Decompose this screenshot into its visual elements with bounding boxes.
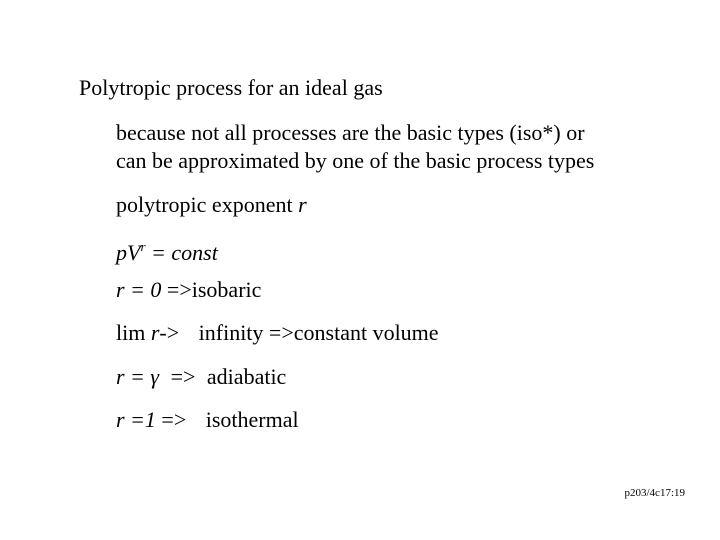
intro-line-2: can be approximated by one of the basic process types bbox=[116, 148, 595, 173]
case-isothermal-arrow: => bbox=[161, 407, 187, 432]
case-isothermal-lhs: r =1 bbox=[116, 407, 156, 432]
exponent-text: polytropic exponent bbox=[116, 192, 293, 217]
exponent-symbol: r bbox=[298, 192, 307, 217]
case-constant-volume bbox=[116, 318, 439, 348]
case-isothermal bbox=[116, 405, 299, 435]
slide-footer: p203/4c17:19 bbox=[624, 487, 685, 499]
case-adiabatic-arrow: => bbox=[170, 364, 196, 389]
case-cv-r: r bbox=[150, 320, 160, 345]
law-p: p bbox=[116, 240, 127, 265]
case-cv-value: infinity bbox=[198, 320, 264, 345]
law-rest: = const bbox=[145, 240, 218, 265]
gamma-symbol: γ bbox=[150, 364, 160, 389]
case-adiabatic bbox=[116, 362, 286, 392]
slide-title: Polytropic process for an ideal gas bbox=[79, 75, 383, 100]
case-cv-arrow: -> bbox=[159, 320, 180, 345]
polytropic-law bbox=[116, 232, 218, 268]
case-isobaric-lhs: r = 0 bbox=[116, 277, 162, 302]
law-v: V bbox=[127, 240, 141, 265]
case-isothermal-label: isothermal bbox=[205, 407, 299, 432]
case-cv-lim: lim bbox=[116, 320, 146, 345]
case-adiabatic-lhs: r = bbox=[116, 364, 151, 389]
case-isobaric-label: isobaric bbox=[191, 277, 262, 302]
law-exponent: r bbox=[140, 239, 146, 254]
case-cv-label: constant volume bbox=[293, 320, 439, 345]
exponent-line bbox=[116, 190, 307, 220]
intro-line-1: because not all processes are the basic types (iso*) or bbox=[116, 120, 585, 145]
case-cv-arrow2: => bbox=[268, 320, 294, 345]
case-isobaric-arrow: => bbox=[166, 277, 192, 302]
case-adiabatic-label: adiabatic bbox=[206, 364, 287, 389]
case-isobaric bbox=[116, 275, 261, 305]
